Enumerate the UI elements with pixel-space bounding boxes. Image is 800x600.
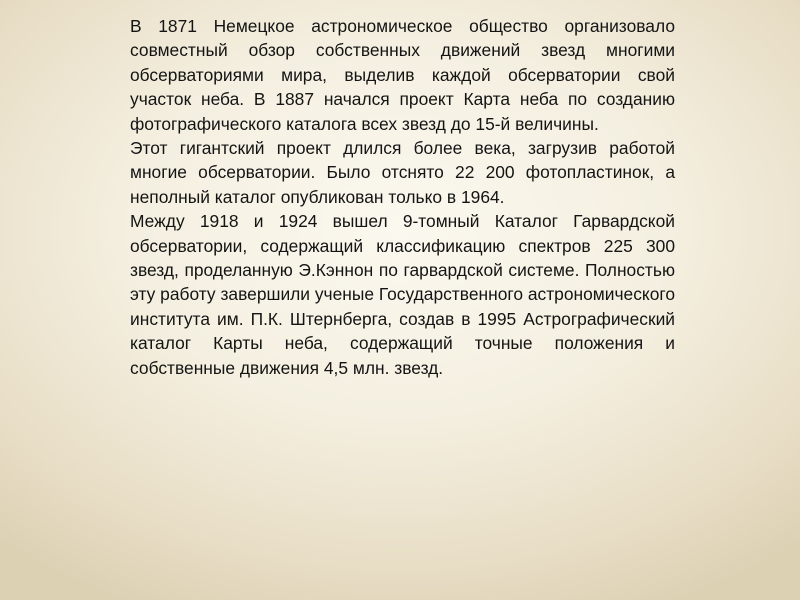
paragraph-harvard-catalog: Между 1918 и 1924 вышел 9-томный Каталог Гарвардской обсерватории, содержащий классификацию спектров 225 300 звезд, проделанную Э.Кэннон по гарвардской системе. Полностью эту работу завершили ученые Государственного астрономического института им. П.К. Штернберга, создав в 1995 Астрографический каталог Карты неба, содержащий точные положения и собственные движения 4,5 млн. звезд.: [130, 211, 675, 378]
slide-text-body: [130, 14, 675, 380]
paragraph-carte-du-ciel-project: Этот гигантский проект длился более века, загрузив работой многие обсерватории. Было отснято 22 200 фотопластинок, а неполный каталог опубликован только в 1964.: [130, 138, 675, 207]
paragraph-star-survey-history: В 1871 Немецкое астрономическое общество организовало совместный обзор собственных движений звезд многими обсерваториями мира, выделив каждой обсерватории свой участок неба. В 1887 начался проект Карта неба по созданию фотографического каталога всех звезд до 15-й величины.: [130, 16, 675, 134]
